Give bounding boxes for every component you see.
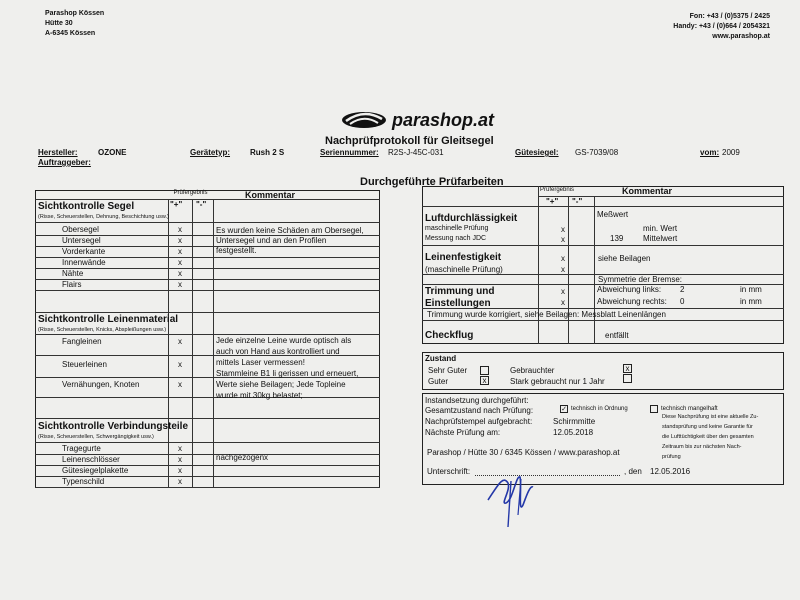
page-title: Nachprüfprotokoll für Gleitsegel <box>325 135 494 147</box>
left-pruef-label: Prüfergebnis <box>173 190 208 196</box>
technisch-ok-checkbox[interactable]: ✓ <box>561 406 567 413</box>
leinen-comment-5: Werte siehe Beilagen; Jede Topleine <box>216 380 346 389</box>
zustand-guter: Guter <box>428 377 449 386</box>
segel-comment-2: Untersegel und an den Profilen <box>216 236 327 245</box>
auftraggeber-label: Auftraggeber: <box>38 158 91 167</box>
left-minus-header: "-" <box>196 200 207 209</box>
luft-messwert: Meßwert <box>597 210 629 219</box>
zustand-gebrauchter-checkbox[interactable]: x <box>623 364 632 373</box>
guete-value: GS-7039/08 <box>575 148 619 157</box>
leinen-item-fangleinen: Fangleinen <box>62 337 102 346</box>
right-kommentar-header: Kommentar <box>622 186 673 196</box>
checkflug-value: entfällt <box>605 331 629 340</box>
right-plus-header: "+" <box>546 197 559 206</box>
disclaimer: Diese Nachprüfung ist eine aktuelle Zu- standsprüfung und keine Garantie für die Lufttüchtigkeit über den gesamten Zeitraum bis zur nächsten Nach- prüfung <box>662 414 759 460</box>
verbind-x-mark: x <box>178 466 182 475</box>
technisch-ok-label: technisch in Ordnung <box>571 406 628 412</box>
leinen-x-3: x <box>178 380 182 389</box>
festigkeit-comment: siehe Beilagen <box>598 254 651 263</box>
verbind-title: Sichtkontrolle Verbindungsteile <box>38 421 189 432</box>
segel-item: Nähte <box>62 269 84 278</box>
festigkeit-title: Leinenfestigkeit <box>425 252 502 263</box>
logo-text: parashop.at <box>392 110 495 130</box>
final-line-3: Nachprüfstempel aufgebracht: <box>425 417 533 426</box>
luft-x-1: x <box>561 225 565 234</box>
festigkeit-sub: (maschinelle Prüfung) <box>425 265 503 274</box>
unterschrift-label: Unterschrift: <box>427 467 471 476</box>
hersteller-value: OZONE <box>98 148 127 157</box>
segel-sub: (Risse, Scheuerstellen, Dehnung, Beschichtung usw.) <box>38 214 169 220</box>
address-line: Parashop / Hütte 30 / 6345 Kössen / www.parashop.at <box>427 448 620 457</box>
leinen-comment-1: Jede einzelne Leine wurde optisch als <box>216 336 352 345</box>
leinen-comment-6: wurde mit 30kg belastet; <box>216 391 303 400</box>
verbind-sub: (Risse, Scheuerstellen, Schwergängigkeit usw.) <box>38 434 154 440</box>
verbind-x-mark: x <box>178 455 182 464</box>
trimm-title-2: Einstellungen <box>425 298 491 309</box>
company-web: www.parashop.at <box>712 33 770 40</box>
row-divider <box>35 268 380 269</box>
checkflug-title: Checkflug <box>425 330 474 341</box>
guete-label: Gütesiegel: <box>515 148 559 157</box>
segel-item: Vorderkante <box>62 247 106 256</box>
schirmmitte: Schirmmitte <box>553 417 596 426</box>
verbind-comment: nachgezogenx <box>216 453 269 462</box>
segel-x-mark: x <box>178 236 182 245</box>
row-divider <box>35 279 380 280</box>
segel-comment-1: Es wurden keine Schäden am Obersegel, <box>216 226 364 235</box>
zustand-stark: Stark gebraucht nur 1 Jahr <box>510 377 605 386</box>
zustand-sehr-guter: Sehr Guter <box>428 366 468 375</box>
luft-line-2: Messung nach JDC <box>425 235 487 242</box>
luft-wert: 139 <box>610 234 624 243</box>
company-mobile: Handy: +43 / (0)664 / 2054321 <box>673 23 770 30</box>
luft-mittelwert: Mittelwert <box>643 234 678 243</box>
zustand-stark-checkbox[interactable] <box>623 374 632 383</box>
trimm-unit-2: in mm <box>740 297 762 306</box>
segel-item: Flairs <box>62 280 82 289</box>
technisch-mangel-checkbox[interactable] <box>650 405 658 413</box>
final-line-2: Gesamtzustand nach Prüfung: <box>425 406 534 415</box>
segel-x-mark: x <box>178 258 182 267</box>
geraetetyp-value: Rush 2 S <box>250 148 285 157</box>
right-minus-header: "-" <box>572 197 583 206</box>
segel-x-mark: x <box>178 269 182 278</box>
parashop-logo-icon <box>340 110 388 130</box>
verbind-item: Typenschild <box>62 477 105 486</box>
luft-minwert: min. Wert <box>643 224 678 233</box>
trimm-links-label: Abweichung links: <box>597 285 662 294</box>
zustand-title: Zustand <box>425 354 457 363</box>
final-line-4: Nächste Prüfung am: <box>425 428 501 437</box>
luft-line-1: maschinelle Prüfung <box>425 225 489 232</box>
trimm-unit-1: in mm <box>740 285 762 294</box>
trimm-links-value: 2 <box>680 285 685 294</box>
verbind-item: Leinenschlösser <box>62 455 120 464</box>
segel-comment-3: festgestellt. <box>216 246 257 255</box>
zustand-guter-checkbox[interactable]: x <box>480 376 489 385</box>
right-pruef-label: Prüfergebnis <box>540 187 575 193</box>
technisch-mangel-label: technisch mangelhaft <box>661 406 718 412</box>
leinen-title: Sichtkontrolle Leinenmaterial <box>38 314 179 325</box>
segel-item: Obersegel <box>62 225 99 234</box>
left-kommentar-header: Kommentar <box>245 190 296 200</box>
final-line-1: Instandsetzung durchgeführt: <box>425 396 529 405</box>
segel-title: Sichtkontrolle Segel <box>38 201 135 212</box>
trimm-note: Trimmung wurde korrigiert, siehe Beilagen: Messblatt Leinenlängen <box>427 310 666 319</box>
symmetrie-label: Symmetrie der Bremse: <box>598 275 683 284</box>
signature-date: 12.05.2016 <box>650 467 691 476</box>
zustand-gebrauchter: Gebrauchter <box>510 366 555 375</box>
trimm-title-1: Trimmung und <box>425 286 495 297</box>
row-divider <box>35 290 380 291</box>
den-label: , den <box>624 467 642 476</box>
verbind-item: Tragegurte <box>62 444 101 453</box>
signature-icon <box>478 445 548 535</box>
segel-x-mark: x <box>178 225 182 234</box>
trimm-x-2: x <box>561 298 565 307</box>
luft-x-2: x <box>561 235 565 244</box>
company-street: Hütte 30 <box>45 20 73 27</box>
segel-x-mark: x <box>178 247 182 256</box>
luft-title: Luftdurchlässigkeit <box>425 213 518 224</box>
segel-item: Untersegel <box>62 236 101 245</box>
leinen-sub: (Risse, Scheuerstellen, Knicks, Abspleißungen usw.) <box>38 327 167 333</box>
next-check-date: 12.05.2018 <box>553 428 594 437</box>
verbind-item: Gütesiegelplakette <box>62 466 129 475</box>
segel-x-mark: x <box>178 280 182 289</box>
festigkeit-x-1: x <box>561 254 565 263</box>
verbind-x-mark: x <box>178 477 182 486</box>
leinen-x-2: x <box>178 360 182 369</box>
leinen-x-1: x <box>178 337 182 346</box>
verbind-x-mark: x <box>178 444 182 453</box>
hersteller-label: Hersteller: <box>38 148 78 157</box>
trimm-rechts-label: Abweichung rechts: <box>597 297 667 306</box>
leinen-comment-2: auch von Hand aus kontrolliert und <box>216 347 340 356</box>
company-name: Parashop Kössen <box>45 10 105 17</box>
leinen-item-steuerleinen: Steuerleinen <box>62 360 107 369</box>
company-phone: Fon: +43 / (0)5375 / 2425 <box>689 13 770 20</box>
serien-label: Seriennummer: <box>320 148 379 157</box>
segel-item: Innenwände <box>62 258 106 267</box>
festigkeit-x-2: x <box>561 265 565 274</box>
serien-value: R2S-J-45C-031 <box>388 148 444 157</box>
zustand-sehr-guter-checkbox[interactable] <box>480 366 489 375</box>
trimm-x-1: x <box>561 287 565 296</box>
leinen-item-vernaehungen: Vernähungen, Knoten <box>62 380 140 389</box>
section-title: Durchgeführte Prüfarbeiten <box>360 176 504 188</box>
vom-value: 2009 <box>722 148 740 157</box>
leinen-comment-4: Stammleine B1 li gerissen und erneuert, <box>216 369 359 378</box>
row-divider <box>35 487 380 488</box>
vom-label: vom: <box>700 148 720 157</box>
company-city: A-6345 Kössen <box>45 30 96 37</box>
trimm-rechts-value: 0 <box>680 297 685 306</box>
left-plus-header: "+" <box>170 200 183 209</box>
leinen-comment-3: mittels Laser vermessen! <box>216 358 305 367</box>
geraetetyp-label: Gerätetyp: <box>190 148 231 157</box>
